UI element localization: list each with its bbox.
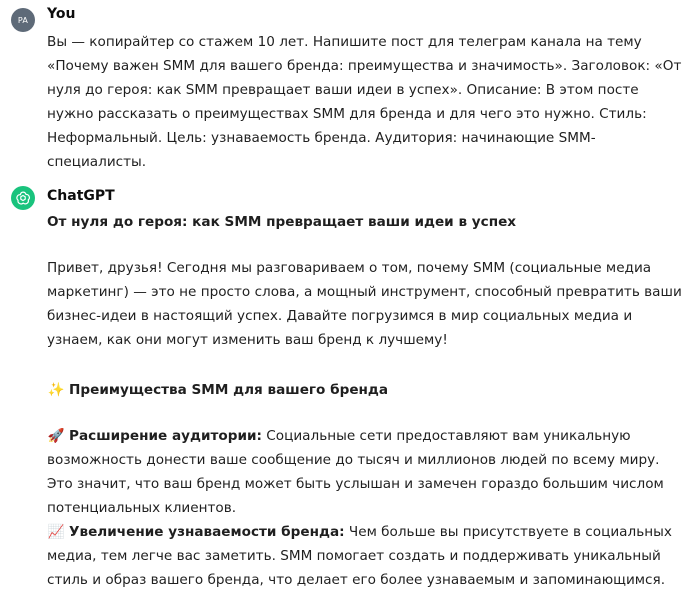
assistant-author-name: ChatGPT	[47, 188, 115, 204]
post-intro: Привет, друзья! Сегодня мы разговариваем о том, почему SMM (социальные медиа маркетинг) — это не просто слова, а мощный инструмент, способный превратить ваши бизнес-идеи в настоящий успех. Давайте погрузимся в мир социальных медиа и узнаем, как они могут изменить ваш бренд к лучшему!	[47, 260, 682, 348]
benefit-text: Социальные сети предоставляют вам уникальную возможность донести ваше сообщение до тысяч и миллионов людей по всему миру. Это значит, что ваш бренд может быть услышан и замечен гораздо большим числом потенциальных клиентов.	[47, 428, 664, 516]
user-avatar	[11, 8, 35, 32]
user-avatar-initials: PA	[17, 15, 29, 25]
user-author-name: You	[47, 6, 76, 22]
benefit-title: Расширение аудитории:	[69, 428, 262, 444]
post-title: От нуля до героя: как SMM превращает ваши идеи в успех	[47, 214, 517, 230]
benefit-item	[47, 424, 687, 520]
assistant-avatar	[11, 186, 35, 210]
openai-logo-icon	[15, 190, 31, 206]
sparkles-icon: ✨	[47, 382, 65, 398]
benefit-text: Чем больше вы присутствуете в социальных медиа, тем легче вас заметить. SMM помогает создать и поддерживать уникальный стиль и образ вашего бренда, что делает его более узнаваемым и запоминающимся.	[47, 524, 672, 588]
benefit-item	[47, 520, 687, 592]
chart-increasing-icon: 📈	[47, 524, 65, 540]
rocket-icon: 🚀	[47, 428, 65, 444]
user-message	[0, 0, 695, 170]
benefit-title: Увеличение узнаваемости бренда:	[69, 524, 345, 540]
assistant-message	[0, 180, 695, 603]
user-message-text: Вы — копирайтер со стажем 10 лет. Напишите пост для телеграм канала на тему «Почему важен SMM для вашего бренда: преимущества и значимость». Заголовок: «От нуля до героя: как SMM превращает ваши идеи в успех». Описание: В этом посте нужно рассказать о преимуществах SMM для бренда и для чего это нужно. Стиль: Неформальный. Цель: узнаваемость бренда. Аудитория: начинающие SMM-специалисты.	[47, 34, 682, 170]
section-heading	[47, 378, 687, 402]
section-heading-text: Преимущества SMM для вашего бренда	[69, 382, 389, 398]
